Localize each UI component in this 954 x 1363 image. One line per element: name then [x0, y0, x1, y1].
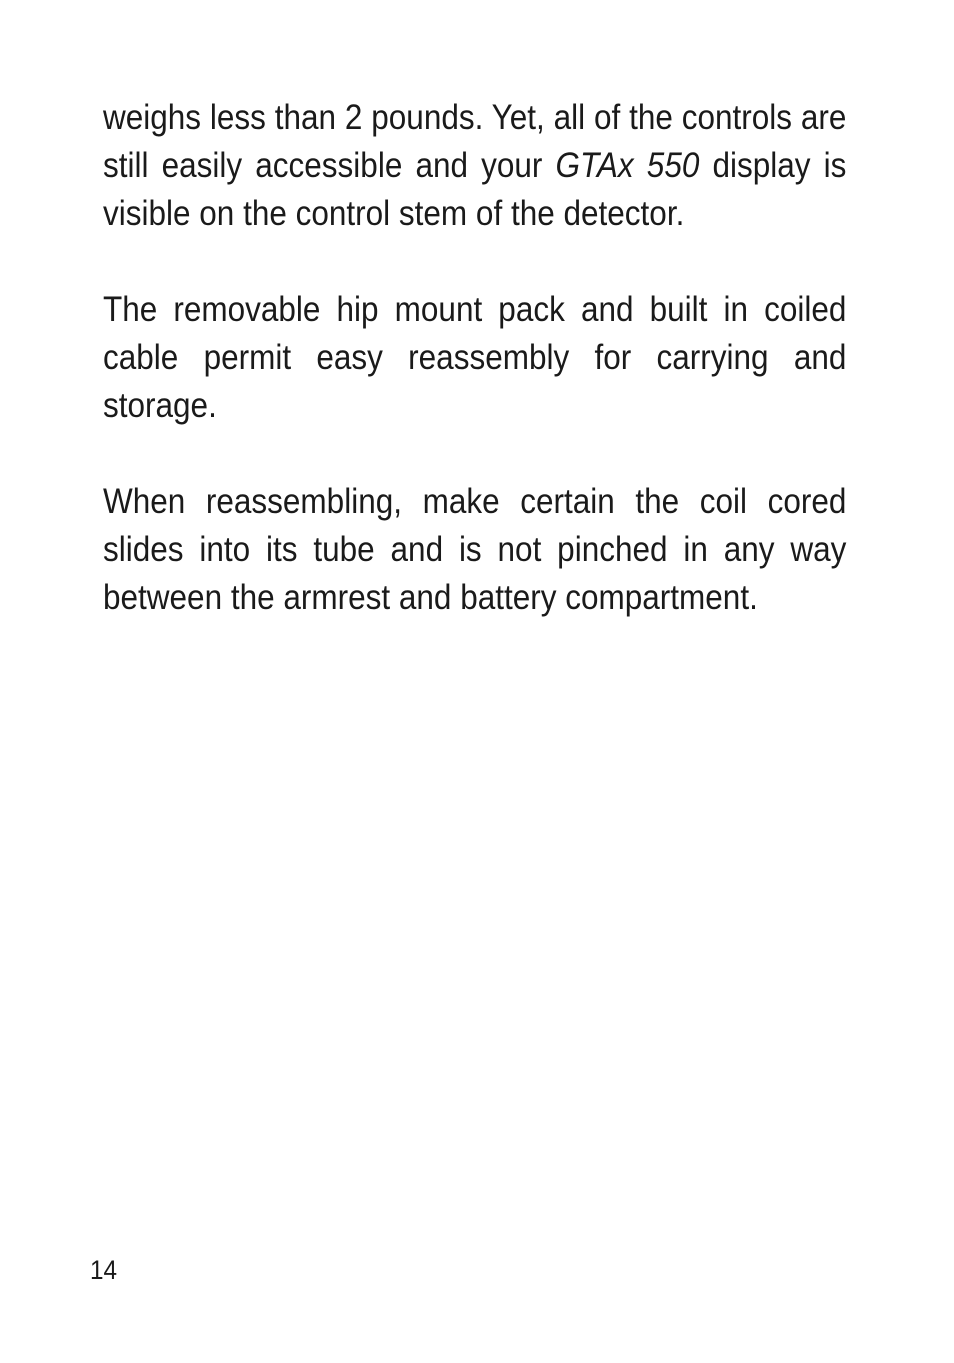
paragraph-1-text-start: weighs less than 2 pounds. Yet, all of the controls are still easily accessible and your [103, 98, 847, 185]
paragraph-weight-controls [103, 94, 846, 238]
paragraph-reassembling: When reassembling, make certain the coil cored slides into its tube and is not pinched in any way between the armrest and battery compartment. [103, 482, 847, 617]
model-name: GTAx 550 [555, 146, 700, 185]
page-body [103, 94, 847, 670]
page-number: 14 [90, 1255, 118, 1285]
paragraph-1-text-end: display is visible on the control stem of the detector. [103, 146, 847, 233]
paragraph-hip-mount: The removable hip mount pack and built in coiled cable permit easy reassembly for carrying and storage. [103, 290, 847, 425]
